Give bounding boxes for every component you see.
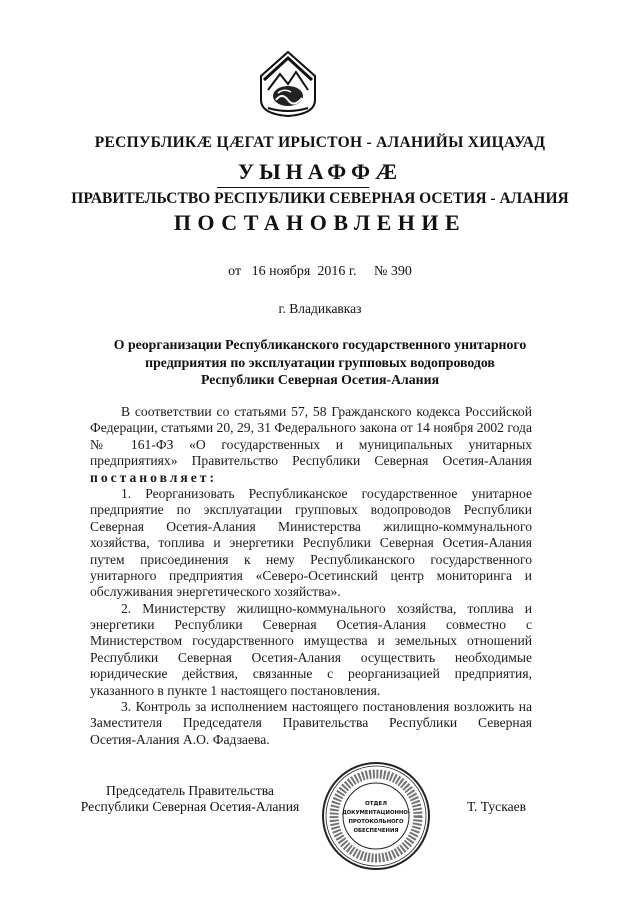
decree-city: г. Владикавказ: [278, 301, 362, 316]
item2-line: 2. Министерству жилищно-коммунального хозяйства, топлива и: [121, 600, 532, 616]
item3-line: 3. Контроль за исполнением настоящего постановления возложить на: [121, 699, 532, 715]
item3-line: Заместителя Председателя Правительства Республики Северная: [90, 715, 532, 731]
header-russian-decree-type: ПОСТАНОВЛЕНИЕ: [173, 210, 467, 235]
preamble-line: Федерации, статьями 20, 29, 31 Федерального закона от 14 ноября 2002 года: [90, 420, 532, 436]
stamp-text-line: ОБЕСПЕЧЕНИЯ: [353, 828, 399, 834]
stamp-text-line: ДОКУМЕНТАЦИОННО-: [341, 810, 411, 816]
coat-of-arms-emblem: [258, 50, 318, 118]
signatory-name: Т. Тускаев: [467, 799, 527, 814]
header-divider: [217, 187, 369, 188]
item2-line: указанного в пункте 1 настоящего постановления.: [90, 682, 381, 698]
item2-line: Республики Северная Осетия-Алания осуществить необходимые: [90, 649, 532, 665]
signatory-position-line: Республики Северная Осетия-Алания: [80, 799, 300, 815]
item1-line: унитарного предприятия «Северо-Осетинский центр мониторинга и: [90, 567, 532, 583]
decree-title: [70, 336, 570, 389]
item2-line: энергетики Республики Северная Осетия-Алания совместно с: [90, 617, 532, 633]
stamp-text-line: ПРОТОКОЛЬНОГО: [348, 819, 404, 825]
preamble-line: предприятиях» Правительство Республики Северная Осетия-Алания: [90, 453, 532, 469]
stamp-text-line: ОТДЕЛ: [364, 801, 388, 807]
header-ossetian-government: РЕСПУБЛИКÆ ЦÆГАТ ИРЫСТОН - АЛАНИЙЫ ХИЦАУАД: [94, 134, 546, 151]
decree-word-line: [90, 470, 532, 486]
item3-line: Осетия-Алания А.О. Фадзаева.: [90, 731, 270, 747]
decree-date-number: от 16 ноября 2016 г. № 390: [228, 264, 412, 279]
item1-line: 1. Реорганизовать Республиканское государственное унитарное: [121, 485, 532, 501]
item1-line: хозяйства, топлива и энергетики Республики Северная Осетия-Алания: [90, 535, 532, 551]
preamble-line: № 161-ФЗ «О государственных и муниципальных унитарных: [90, 436, 532, 452]
item2-line: Министерством государственного имущества и земельных отношений: [90, 633, 532, 649]
decree-word: постановляет:: [90, 469, 217, 485]
item2-line: юридические действия, связанные с реорганизацией предприятия,: [90, 666, 532, 682]
official-stamp: [320, 760, 432, 872]
signatory-position: [60, 783, 320, 816]
decree-body: [90, 404, 532, 748]
header-ossetian-decree-type: УЫНАФФÆ: [237, 159, 403, 184]
item1-line: предприятие по эксплуатации групповых водопроводов Республики: [90, 502, 532, 518]
decree-title-line: О реорганизации Республиканского государственного унитарного: [113, 337, 527, 352]
decree-title-line: Республики Северная Осетия-Алания: [200, 372, 440, 387]
header-russian-government: ПРАВИТЕЛЬСТВО РЕСПУБЛИКИ СЕВЕРНАЯ ОСЕТИЯ - АЛАНИЯ: [71, 190, 569, 207]
item1-line: обслуживания энергетического хозяйства».: [90, 584, 341, 600]
signatory-position-line: Председатель Правительства: [106, 783, 274, 798]
item1-line: путем присоединения к нему Республиканского государственного: [90, 551, 532, 567]
item1-line: Северная Осетия-Алания Министерства жилищно-коммунального: [90, 518, 532, 534]
decree-title-line: предприятия по эксплуатации групповых водопроводов: [145, 354, 495, 370]
preamble-line: В соответствии со статьями 57, 58 Гражданского кодекса Российской: [121, 404, 532, 419]
